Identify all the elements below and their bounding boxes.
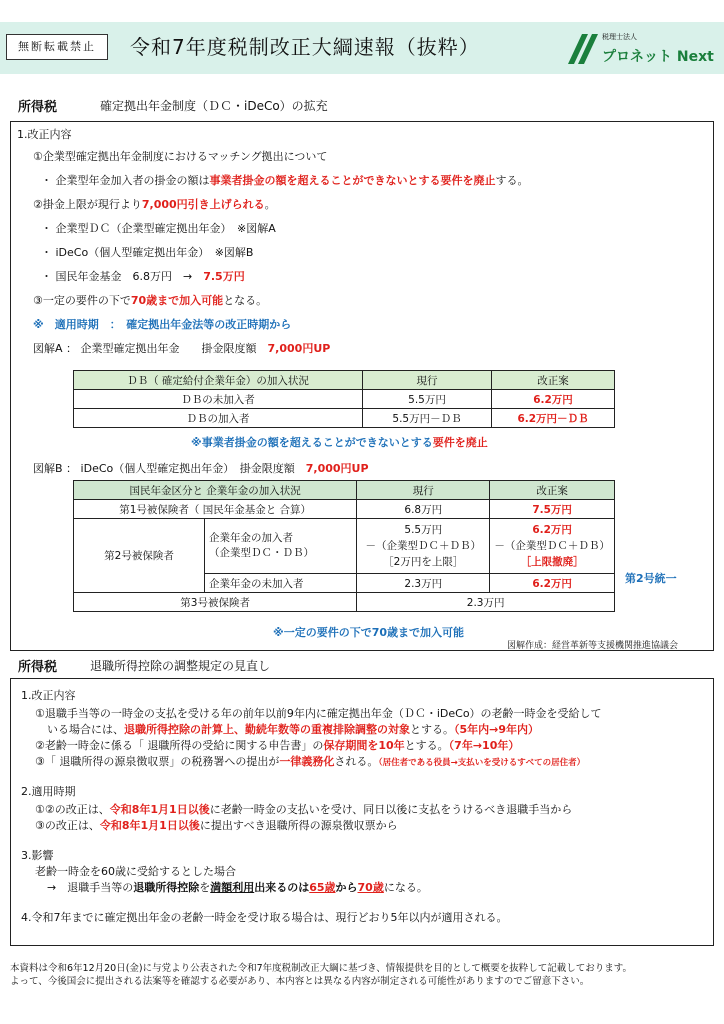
figure-credit: 図解作成：経営革新等支援機関推進協議会 — [507, 641, 679, 651]
item2: ②掛金上限が現行より7,000円引き上げられる。 — [33, 198, 276, 211]
section1-title: 確定拠出年金制度（ＤＣ・iDeCo）の拡充 — [100, 99, 328, 113]
table-cell: 企業年金の未加入者 — [205, 574, 357, 593]
section2-title: 退職所得控除の調整規定の見直し — [90, 659, 271, 673]
section2-h2: 2.適用時期 — [21, 785, 76, 798]
figure-b-title: 図解B ： iDeCo（個人型確定拠出年金） 掛金限度額 7,000円UP — [33, 462, 369, 475]
page-title: 令和7年度税制改正大綱速報（抜粋） — [130, 35, 480, 59]
s2-p1-line2: いる場合には、退職所得控除の計算上、勤続年数等の重複排除調整の対象とする。（5年内→9年内） — [47, 723, 540, 736]
company-logo — [566, 30, 716, 70]
section1-box — [10, 121, 714, 651]
table-b — [73, 480, 615, 612]
logo-mark-icon — [566, 30, 600, 66]
s2-p2: ②老齢一時金に係る「 退職所得の受給に関する申告書」の保存期間を10年とする。（7年→10年） — [35, 739, 520, 752]
s2-p1-line1: ①退職手当等の一時金の支払を受ける年の前年以前9年内に確定拠出年金（ＤＣ・iDeCo）の老齢一時金を受給して — [35, 707, 602, 720]
table-row — [74, 409, 615, 428]
section1-tag: 所得税 — [18, 100, 58, 115]
table-a-header: 現行 — [363, 371, 492, 390]
table-cell: 企業年金の加入者 （企業型ＤＣ・ＤＢ） — [205, 519, 357, 574]
table-row — [74, 519, 615, 574]
unified-note: 第2号統一 — [625, 572, 677, 585]
table-a — [73, 370, 615, 428]
table-a-note: ※事業者掛金の額を超えることができないとする要件を廃止 — [191, 436, 488, 449]
section2-h1: 1.改正内容 — [21, 689, 76, 702]
table-cell: ＤＢの未加入者 — [74, 390, 363, 409]
table-cell: 7.5万円 — [490, 500, 615, 519]
s2-t1: ①②の改正は、令和8年1月1日以後に老齢一時金の支払いを受け、同日以後に支払をうけるべき退職手当から — [35, 803, 573, 816]
table-cell: 2.3万円 — [357, 593, 615, 612]
s2-e2: → 退職手当等の退職所得控除を満額利用出来るのは65歳から70歳になる。 — [47, 881, 428, 894]
table-cell: 第1号被保険者（ 国民年金基金と 合算） — [74, 500, 357, 519]
section2-h4: 4.令和7年までに確定拠出年金の老齢一時金を受け取る場合は、現行どおり5年以内が適用される。 — [21, 911, 508, 924]
item3: ③一定の要件の下で70歳まで加入可能となる。 — [33, 294, 268, 307]
table-b-header: 現行 — [357, 481, 490, 500]
table-cell: 5.5万円 －（企業型ＤＣ＋ＤＢ） ［2万円を上限］ — [357, 519, 490, 574]
section2-h3: 3.影響 — [21, 849, 54, 862]
table-cell: 6.2万円 — [490, 574, 615, 593]
table-a-header: 改正案 — [492, 371, 615, 390]
s2-t2: ③の改正は、令和8年1月1日以後に提出すべき退職所得の源泉徴収票から — [35, 819, 398, 832]
table-cell: 6.2万円－ＤＢ — [492, 409, 615, 428]
table-cell: ＤＢの加入者 — [74, 409, 363, 428]
table-cell: 第2号被保険者 — [74, 519, 205, 593]
s2-e1: 老齢一時金を60歳に受給するとした場合 — [35, 865, 236, 878]
table-cell: 第3号被保険者 — [74, 593, 357, 612]
bullet-dc: ・ 企業型ＤＣ（企業型確定拠出年金） ※図解A — [41, 222, 276, 235]
table-row — [74, 390, 615, 409]
bullet-fund: ・ 国民年金基金 6.8万円 → 7.5万円 — [41, 270, 245, 283]
table-b-header: 改正案 — [490, 481, 615, 500]
table-row — [74, 500, 615, 519]
item1a: ・ 企業型年金加入者の掛金の額は事業者掛金の額を超えることができないとする要件を廃止する。 — [41, 174, 529, 187]
s2-p3: ③「 退職所得の源泉徴収票」の税務署への提出が一律義務化される。（居住者である役員→支払いを受けるすべての居住者） — [35, 755, 586, 768]
section2-tag: 所得税 — [18, 660, 58, 675]
no-reprint-stamp: 無断転載禁止 — [6, 34, 108, 60]
table-b-note: ※一定の要件の下で70歳まで加入可能 — [273, 626, 465, 639]
item1: ①企業型確定拠出年金制度におけるマッチング拠出について — [33, 150, 328, 163]
section1-heading: 1.改正内容 — [17, 128, 72, 141]
table-cell: 6.8万円 — [357, 500, 490, 519]
table-cell: 6.2万円 －（企業型ＤＣ＋ＤＢ） ［上限撤廃］ — [490, 519, 615, 574]
figure-a-title: 図解A ： 企業型確定拠出年金 掛金限度額 7,000円UP — [33, 342, 331, 355]
disclaimer — [10, 962, 714, 988]
apply-period: ※ 適用時期 ： 確定拠出年金法等の改正時期から — [33, 318, 292, 331]
table-a-header: ＤＢ（ 確定給付企業年金）の加入状況 — [74, 371, 363, 390]
table-row — [74, 593, 615, 612]
logo-small-text: 税理士法人 — [602, 33, 637, 41]
bullet-ideco: ・ iDeCo（個人型確定拠出年金） ※図解B — [41, 246, 254, 259]
section2-box — [10, 678, 714, 946]
table-cell: 5.5万円 — [363, 390, 492, 409]
disclaimer-line2: よって、今後国会に提出される法案等を確認する必要があり、本内容とは異なる内容が制定される可能性がありますのでご留意下さい。 — [10, 976, 590, 987]
logo-name: プロネット Next — [602, 49, 714, 65]
table-cell: 5.5万円－ＤＢ — [363, 409, 492, 428]
table-b-header: 国民年金区分と 企業年金の加入状況 — [74, 481, 357, 500]
table-cell: 6.2万円 — [492, 390, 615, 409]
disclaimer-line1: 本資料は令和6年12月20日(金)に与党より公表された令和7年度税制改正大綱に基づき、情報提供を目的として概要を抜粋して記載しております。 — [10, 963, 633, 974]
table-cell: 2.3万円 — [357, 574, 490, 593]
